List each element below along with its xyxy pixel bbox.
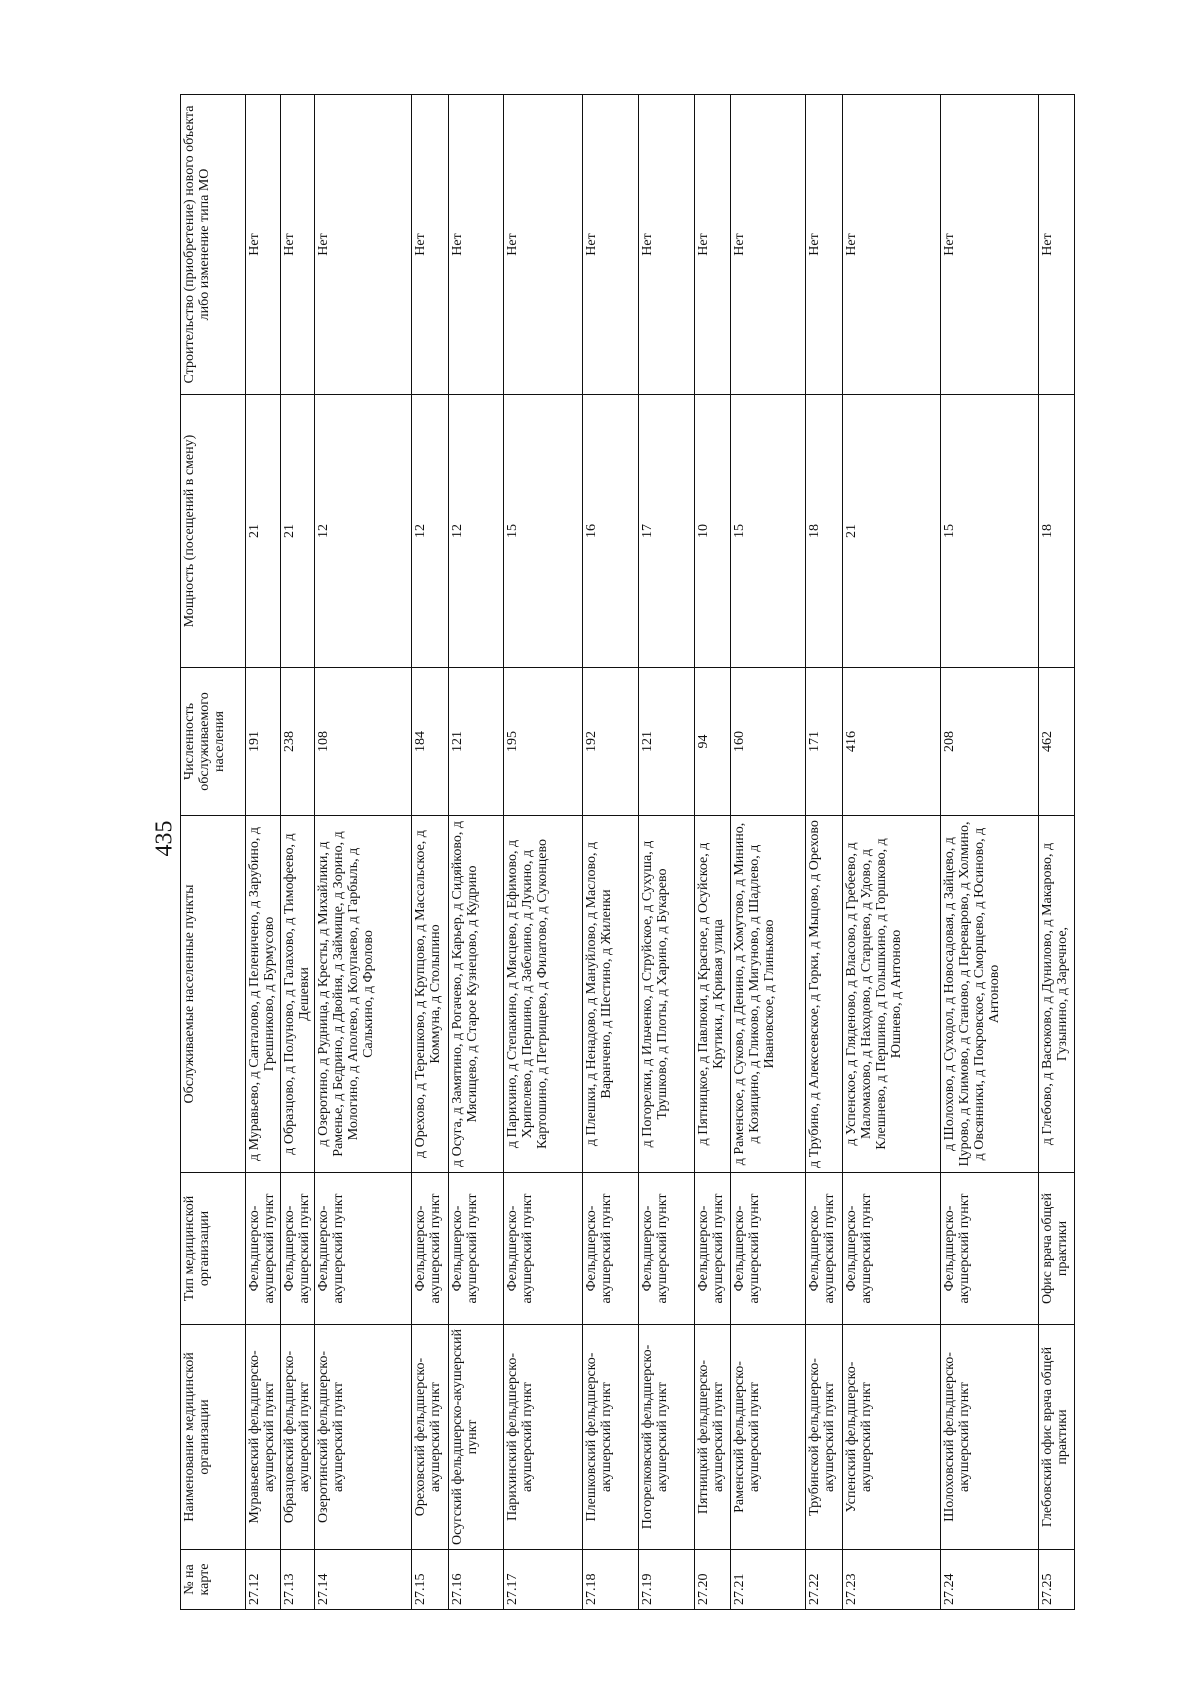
cell-population: 184 xyxy=(412,668,449,816)
cell-org-type: Фельдшерско-акушерский пункт xyxy=(731,1173,806,1325)
cell-population: 94 xyxy=(695,668,731,816)
cell-map-number: 27.13 xyxy=(281,1550,315,1610)
cell-org-name: Осугский фельдшерско-акушерский пункт xyxy=(449,1325,504,1550)
cell-construction: Нет xyxy=(639,95,695,395)
cell-population: 171 xyxy=(806,668,843,816)
cell-org-type: Фельдшерско-акушерский пункт xyxy=(504,1173,583,1325)
cell-org-name: Трубинской фельдшерско-акушерский пункт xyxy=(806,1325,843,1550)
cell-map-number: 27.17 xyxy=(504,1550,583,1610)
cell-settlements: д Плешки, д Ненадово, д Мануйлово, д Маслово, д Варанчено, д Шестино, д Жиленки xyxy=(583,816,639,1173)
cell-population: 462 xyxy=(1039,668,1075,816)
table-row xyxy=(281,95,315,1610)
page-number: 435 xyxy=(151,820,178,857)
cell-population: 121 xyxy=(639,668,695,816)
cell-org-type: Офис врача общей практики xyxy=(1039,1173,1075,1325)
header-org-name: Наименование медицинской организации xyxy=(181,1325,246,1550)
cell-map-number: 27.18 xyxy=(583,1550,639,1610)
cell-org-name: Ореховский фельдшерско-акушерский пункт xyxy=(412,1325,449,1550)
rotated-table-container xyxy=(180,95,1071,1610)
cell-construction: Нет xyxy=(695,95,731,395)
cell-map-number: 27.22 xyxy=(806,1550,843,1610)
table-row xyxy=(806,95,843,1610)
table-row xyxy=(731,95,806,1610)
cell-construction: Нет xyxy=(583,95,639,395)
cell-construction: Нет xyxy=(246,95,281,395)
cell-population: 121 xyxy=(449,668,504,816)
table-row xyxy=(504,95,583,1610)
cell-org-type: Фельдшерско-акушерский пункт xyxy=(315,1173,412,1325)
cell-construction: Нет xyxy=(449,95,504,395)
cell-map-number: 27.23 xyxy=(843,1550,941,1610)
cell-map-number: 27.21 xyxy=(731,1550,806,1610)
cell-org-name: Муравьевский фельдшерско-акушерский пункт xyxy=(246,1325,281,1550)
cell-settlements: д Осуга, д Замятино, д Рогачево, д Карьер, д Сидяйково, д Мясищево, д Старое Кузнецово, д Кудрино xyxy=(449,816,504,1173)
cell-settlements: д Парихино, д Степакино, д Мясцево, д Ефимово, д Хрипелево, д Першино, д Забелино, д Лукино, д Картошино, д Петрищево, д Филатово, д Суконцево xyxy=(504,816,583,1173)
cell-capacity: 15 xyxy=(504,395,583,668)
cell-capacity: 12 xyxy=(412,395,449,668)
cell-settlements: д Орехово, д Терешково, д Крупцово, д Массальское, д Коммуна, д Столыпино xyxy=(412,816,449,1173)
cell-map-number: 27.12 xyxy=(246,1550,281,1610)
cell-org-name: Глебовский офис врача общей практики xyxy=(1039,1325,1075,1550)
cell-settlements: д Пятницкое, д Павлюки, д Красное, д Осуйское, д Крутики, д Кривая улица xyxy=(695,816,731,1173)
cell-capacity: 21 xyxy=(246,395,281,668)
cell-population: 195 xyxy=(504,668,583,816)
cell-map-number: 27.24 xyxy=(941,1550,1039,1610)
cell-settlements: д Глебово, д Васюково, д Дунилово, д Макарово, д Гузынино, д Заречное, xyxy=(1039,816,1075,1173)
cell-construction: Нет xyxy=(731,95,806,395)
cell-capacity: 10 xyxy=(695,395,731,668)
cell-org-type: Фельдшерско-акушерский пункт xyxy=(695,1173,731,1325)
table-row xyxy=(941,95,1039,1610)
cell-capacity: 15 xyxy=(731,395,806,668)
cell-org-type: Фельдшерско-акушерский пункт xyxy=(941,1173,1039,1325)
cell-org-type: Фельдшерско-акушерский пункт xyxy=(449,1173,504,1325)
cell-settlements: д Образцово, д Полуново, д Галахово, д Тимофеево, д Дешевки xyxy=(281,816,315,1173)
cell-construction: Нет xyxy=(806,95,843,395)
cell-capacity: 18 xyxy=(806,395,843,668)
cell-settlements: д Муравьево, д Санталово, д Пеленичено, д Зарубино, д Грешниково, д Бурмусово xyxy=(246,816,281,1173)
header-capacity: Мощность (посещений в смену) xyxy=(181,395,246,668)
cell-construction: Нет xyxy=(315,95,412,395)
cell-population: 192 xyxy=(583,668,639,816)
cell-construction: Нет xyxy=(412,95,449,395)
cell-capacity: 17 xyxy=(639,395,695,668)
table-row xyxy=(412,95,449,1610)
cell-construction: Нет xyxy=(504,95,583,395)
cell-org-name: Образцовский фельдшерско-акушерский пункт xyxy=(281,1325,315,1550)
cell-org-name: Успенский фельдшерско-акушерский пункт xyxy=(843,1325,941,1550)
cell-settlements: д Озеротино, д Рудница, д Кресты, д Михайлики, д Раменье, д Бедрино, д Двойня, д Займище, д Зорино, д Мологино, д Аполево, д Колупаево, д Гарбыль, д Салькино, д Фролово xyxy=(315,816,412,1173)
header-map-number: № на карте xyxy=(181,1550,246,1610)
table-row xyxy=(315,95,412,1610)
cell-population: 208 xyxy=(941,668,1039,816)
cell-construction: Нет xyxy=(281,95,315,395)
cell-capacity: 21 xyxy=(843,395,941,668)
table-row xyxy=(1039,95,1075,1610)
cell-settlements: д Шолохово, д Суходол, д Новосадовая, д Зайцево, д Цурово, д Климово, д Станово, д Переварово, д Холмино, д Овсянники, д Покровское, д Сморщево, д Юсиново, д Антоново xyxy=(941,816,1039,1173)
table-row xyxy=(246,95,281,1610)
table-row xyxy=(639,95,695,1610)
cell-map-number: 27.14 xyxy=(315,1550,412,1610)
cell-map-number: 27.15 xyxy=(412,1550,449,1610)
cell-construction: Нет xyxy=(941,95,1039,395)
cell-org-type: Фельдшерско-акушерский пункт xyxy=(806,1173,843,1325)
table-row xyxy=(695,95,731,1610)
table-row xyxy=(449,95,504,1610)
cell-org-type: Фельдшерско-акушерский пункт xyxy=(412,1173,449,1325)
cell-org-name: Плешковский фельдшерско-акушерский пункт xyxy=(583,1325,639,1550)
cell-population: 238 xyxy=(281,668,315,816)
cell-construction: Нет xyxy=(1039,95,1075,395)
cell-settlements: д Раменское, д Суково, д Денино, д Хомутово, д Минино, д Козицино, д Гликово, д Мигуново, д Шадлево, д Ивановское, д Глиньково xyxy=(731,816,806,1173)
medical-facilities-table xyxy=(180,94,1075,1610)
cell-map-number: 27.19 xyxy=(639,1550,695,1610)
table-header-row xyxy=(181,95,246,1610)
cell-settlements: д Успенское, д Гляденово, д Власово, д Гребеево, д Маломахово, д Находово, д Старцево, д Удово, д Клешнево, д Першино, д Голышкино, д Горшково, д Юшнево, д Антоново xyxy=(843,816,941,1173)
cell-settlements: д Трубино, д Алексеевское, д Горки, д Мыцово, д Орехово xyxy=(806,816,843,1173)
cell-population: 191 xyxy=(246,668,281,816)
cell-population: 160 xyxy=(731,668,806,816)
cell-population: 416 xyxy=(843,668,941,816)
cell-capacity: 12 xyxy=(315,395,412,668)
cell-org-name: Пятницкий фельдшерско-акушерский пункт xyxy=(695,1325,731,1550)
cell-capacity: 16 xyxy=(583,395,639,668)
table-row xyxy=(843,95,941,1610)
cell-org-name: Парихинский фельдшерско-акушерский пункт xyxy=(504,1325,583,1550)
cell-map-number: 27.25 xyxy=(1039,1550,1075,1610)
cell-org-name: Озеротинский фельдшерско-акушерский пункт xyxy=(315,1325,412,1550)
header-org-type: Тип медицинской организации xyxy=(181,1173,246,1325)
cell-capacity: 18 xyxy=(1039,395,1075,668)
cell-org-type: Фельдшерско-акушерский пункт xyxy=(639,1173,695,1325)
cell-org-type: Фельдшерско-акушерский пункт xyxy=(843,1173,941,1325)
header-settlements: Обслуживаемые населенные пункты xyxy=(181,816,246,1173)
table-row xyxy=(583,95,639,1610)
cell-org-type: Фельдшерско-акушерский пункт xyxy=(246,1173,281,1325)
header-population: Численность обслуживаемого населения xyxy=(181,668,246,816)
cell-capacity: 12 xyxy=(449,395,504,668)
cell-org-name: Раменский фельдшерско-акушерский пункт xyxy=(731,1325,806,1550)
cell-org-name: Погорелковский фельдшерско-акушерский пункт xyxy=(639,1325,695,1550)
cell-population: 108 xyxy=(315,668,412,816)
cell-map-number: 27.20 xyxy=(695,1550,731,1610)
header-construction: Строительство (приобретение) нового объекта либо изменение типа МО xyxy=(181,95,246,395)
cell-settlements: д Погорелки, д Ильченко, д Струйское, д Сухуша, д Трушково, д Плоты, д Харино, д Букарево xyxy=(639,816,695,1173)
cell-capacity: 21 xyxy=(281,395,315,668)
cell-capacity: 15 xyxy=(941,395,1039,668)
cell-construction: Нет xyxy=(843,95,941,395)
cell-org-type: Фельдшерско-акушерский пункт xyxy=(281,1173,315,1325)
cell-org-name: Шолоховский фельдшерско-акушерский пункт xyxy=(941,1325,1039,1550)
cell-map-number: 27.16 xyxy=(449,1550,504,1610)
cell-org-type: Фельдшерско-акушерский пункт xyxy=(583,1173,639,1325)
